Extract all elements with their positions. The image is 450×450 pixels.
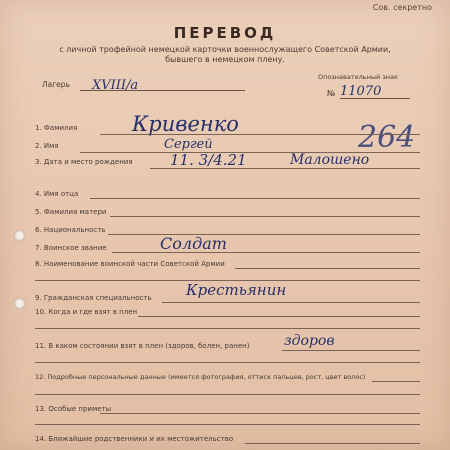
field-value-condition: здоров xyxy=(284,333,335,349)
camp-value: XVIII/a xyxy=(92,78,139,93)
field-line xyxy=(100,413,420,414)
document-title: ПЕРЕВОД xyxy=(173,24,277,42)
field-value-birth-date: 11. 3/4.21 xyxy=(170,151,247,169)
field-label-condition: 11. В каком состоянии взят в плен (здоров, болен, ранен) xyxy=(35,342,250,350)
field-value-rank: Солдат xyxy=(160,234,227,253)
field-row-condition xyxy=(0,333,450,354)
identification-label: Опознавательный знак xyxy=(318,73,398,81)
field-row-captured-continued xyxy=(0,322,450,336)
field-label-father: 4. Имя отца xyxy=(35,190,79,198)
field-row-marks-continued xyxy=(0,418,450,432)
field-label-relatives: 14. Ближайшие родственники и их местожительство xyxy=(35,435,234,443)
subtitle-line-1: с личной трофейной немецкой карточки военнослужащего Советской Армии, xyxy=(59,45,391,54)
field-label-name: 2. Имя xyxy=(35,142,59,150)
field-row-profession xyxy=(0,281,450,306)
binder-hole-bottom xyxy=(14,298,25,309)
field-line xyxy=(110,216,420,217)
field-line xyxy=(372,381,420,382)
classification-stamp: Сов. секретно xyxy=(372,3,432,12)
field-label-mother: 5. Фамилия матери xyxy=(35,208,107,216)
field-label-marks: 13. Особые приметы xyxy=(35,405,112,413)
field-line xyxy=(282,350,420,351)
field-row-condition-continued xyxy=(0,356,450,370)
field-row-marks xyxy=(0,403,450,417)
field-row-captured xyxy=(0,306,450,320)
field-line xyxy=(162,302,420,303)
field-line xyxy=(245,443,420,444)
field-label-nationality: 6. Национальность xyxy=(35,226,106,234)
identification-value: 11070 xyxy=(340,84,382,99)
field-label-captured: 10. Когда и где взят в плен xyxy=(35,308,138,316)
field-label-surname: 1. Фамилия xyxy=(35,124,78,132)
field-value-name: Сергей xyxy=(164,137,213,152)
field-value-birth-place: Малошено xyxy=(290,152,370,168)
field-line xyxy=(235,268,420,269)
field-label-unit: 8. Наименование воинской части Советской Армии xyxy=(35,260,225,268)
field-label-profession: 9. Гражданская специальность xyxy=(35,294,152,302)
identification-no-label: № xyxy=(327,89,336,98)
field-label-personal-data: 12. Подробные персональные данные (имеется фотография, оттиск пальцев, рост, цвет волос) xyxy=(35,373,366,381)
field-value-surname: Кривенко xyxy=(132,112,239,136)
field-label-rank: 7. Воинское звание xyxy=(35,244,107,252)
field-row-birth xyxy=(0,151,450,170)
field-line xyxy=(35,394,420,395)
field-value-profession: Крестьянин xyxy=(186,281,287,299)
field-line xyxy=(112,252,420,253)
field-label-birth: 3. Дата и место рождения xyxy=(35,158,133,166)
field-line xyxy=(90,198,420,199)
camp-label: Лагерь xyxy=(42,80,70,89)
field-line xyxy=(35,362,420,363)
field-line xyxy=(138,316,420,317)
field-row-father xyxy=(0,188,450,202)
field-row-personal-data xyxy=(0,371,450,385)
field-row-rank xyxy=(0,234,450,256)
registry-number: 264 xyxy=(358,120,416,155)
field-row-personal-data-continued xyxy=(0,388,450,402)
field-line xyxy=(108,234,420,235)
field-row-mother xyxy=(0,206,450,220)
binder-hole-top xyxy=(14,230,25,241)
document-subtitle xyxy=(40,45,410,65)
field-line xyxy=(35,424,420,425)
field-row-relatives xyxy=(0,433,450,447)
field-line xyxy=(35,328,420,329)
field-row-surname xyxy=(0,112,450,136)
field-row-unit xyxy=(0,258,450,272)
subtitle-line-2: бывшего в немецком плену. xyxy=(165,55,285,64)
